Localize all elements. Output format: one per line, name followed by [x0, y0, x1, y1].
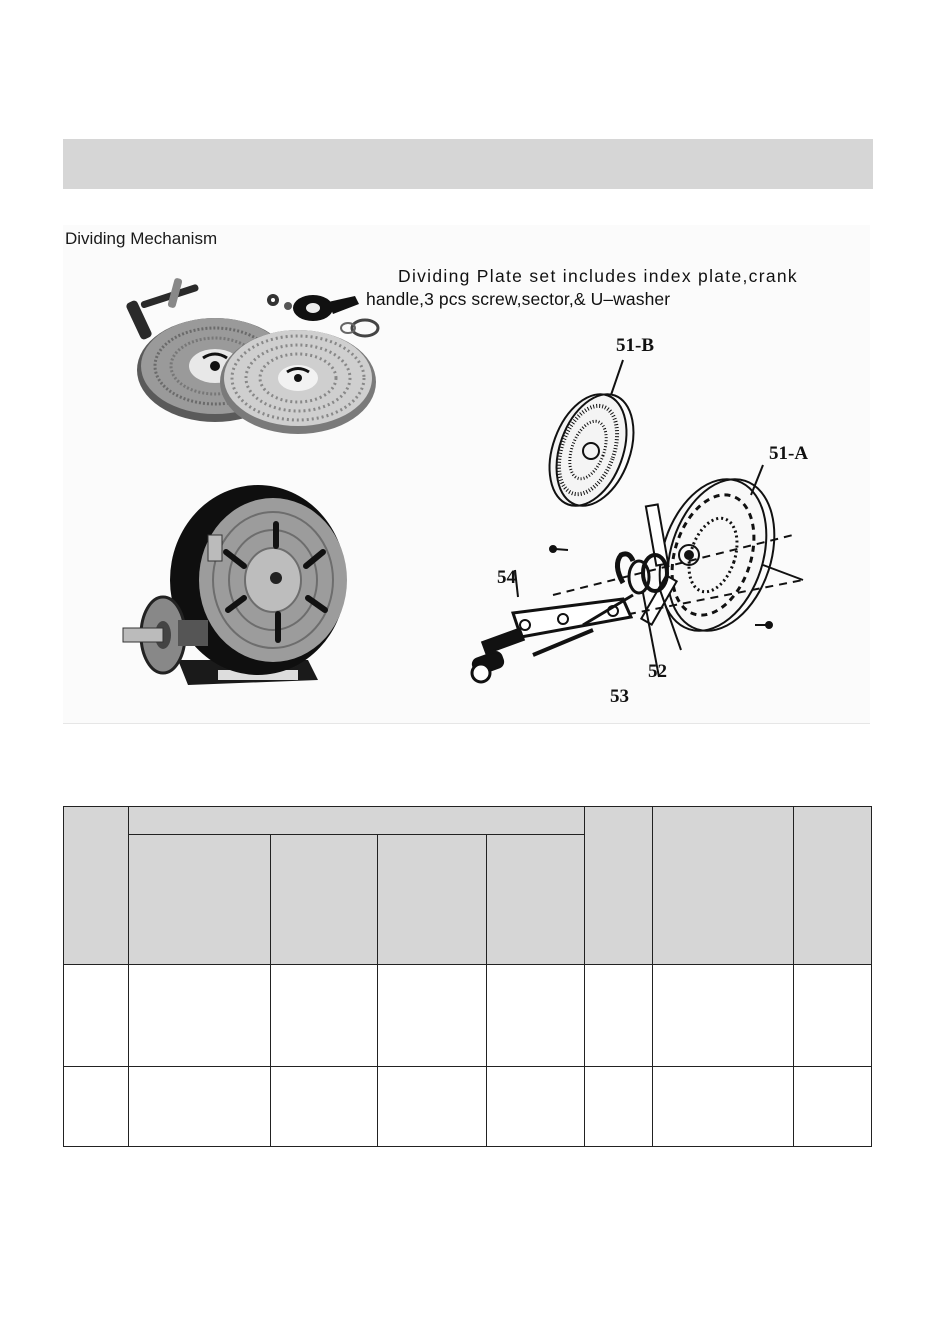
table-cell: [585, 1067, 653, 1147]
callout-54: 54: [497, 567, 516, 588]
figure-caption: [366, 265, 866, 311]
header-sub-cell: [129, 835, 271, 965]
header-sub-cell: [487, 835, 585, 965]
callout-51-a: 51-A: [769, 443, 809, 464]
table-cell: [129, 965, 271, 1067]
section-header-band: [63, 139, 873, 189]
table-cell: [129, 1067, 271, 1147]
header-sub-cell: [271, 835, 378, 965]
figure-title: Dividing Mechanism: [65, 229, 218, 248]
callout-51-b: 51-B: [616, 335, 654, 356]
callout-52: 52: [648, 661, 667, 682]
table-row: [64, 1067, 872, 1147]
table-cell: [487, 965, 585, 1067]
table-cell: [378, 1067, 487, 1147]
header-cell: [653, 807, 794, 965]
specification-table: [63, 806, 871, 1147]
table-cell: [64, 1067, 129, 1147]
table-cell: [271, 965, 378, 1067]
table-cell: [653, 1067, 794, 1147]
table-row: [64, 965, 872, 1067]
table-cell: [378, 965, 487, 1067]
caption-line-2: handle,3 pcs screw,sector,& U–washer: [366, 289, 671, 309]
header-group-cell: [129, 807, 585, 835]
table-cell: [64, 965, 129, 1067]
caption-line-1: Dividing Plate set includes index plate,crank: [398, 266, 798, 286]
callout-53: 53: [610, 686, 629, 707]
table-cell: [271, 1067, 378, 1147]
header-cell: [585, 807, 653, 965]
table-cell: [794, 965, 872, 1067]
header-sub-cell: [378, 835, 487, 965]
table-cell: [794, 1067, 872, 1147]
dividing-mechanism-figure: [63, 225, 870, 724]
table-header-row-1: [64, 807, 872, 835]
table-cell: [653, 965, 794, 1067]
header-cell: [794, 807, 872, 965]
rotary-table-photo: [118, 480, 358, 690]
table-cell: [487, 1067, 585, 1147]
dividing-plate-set-photo: [123, 270, 383, 440]
table-cell: [585, 965, 653, 1067]
header-cell: [64, 807, 129, 965]
